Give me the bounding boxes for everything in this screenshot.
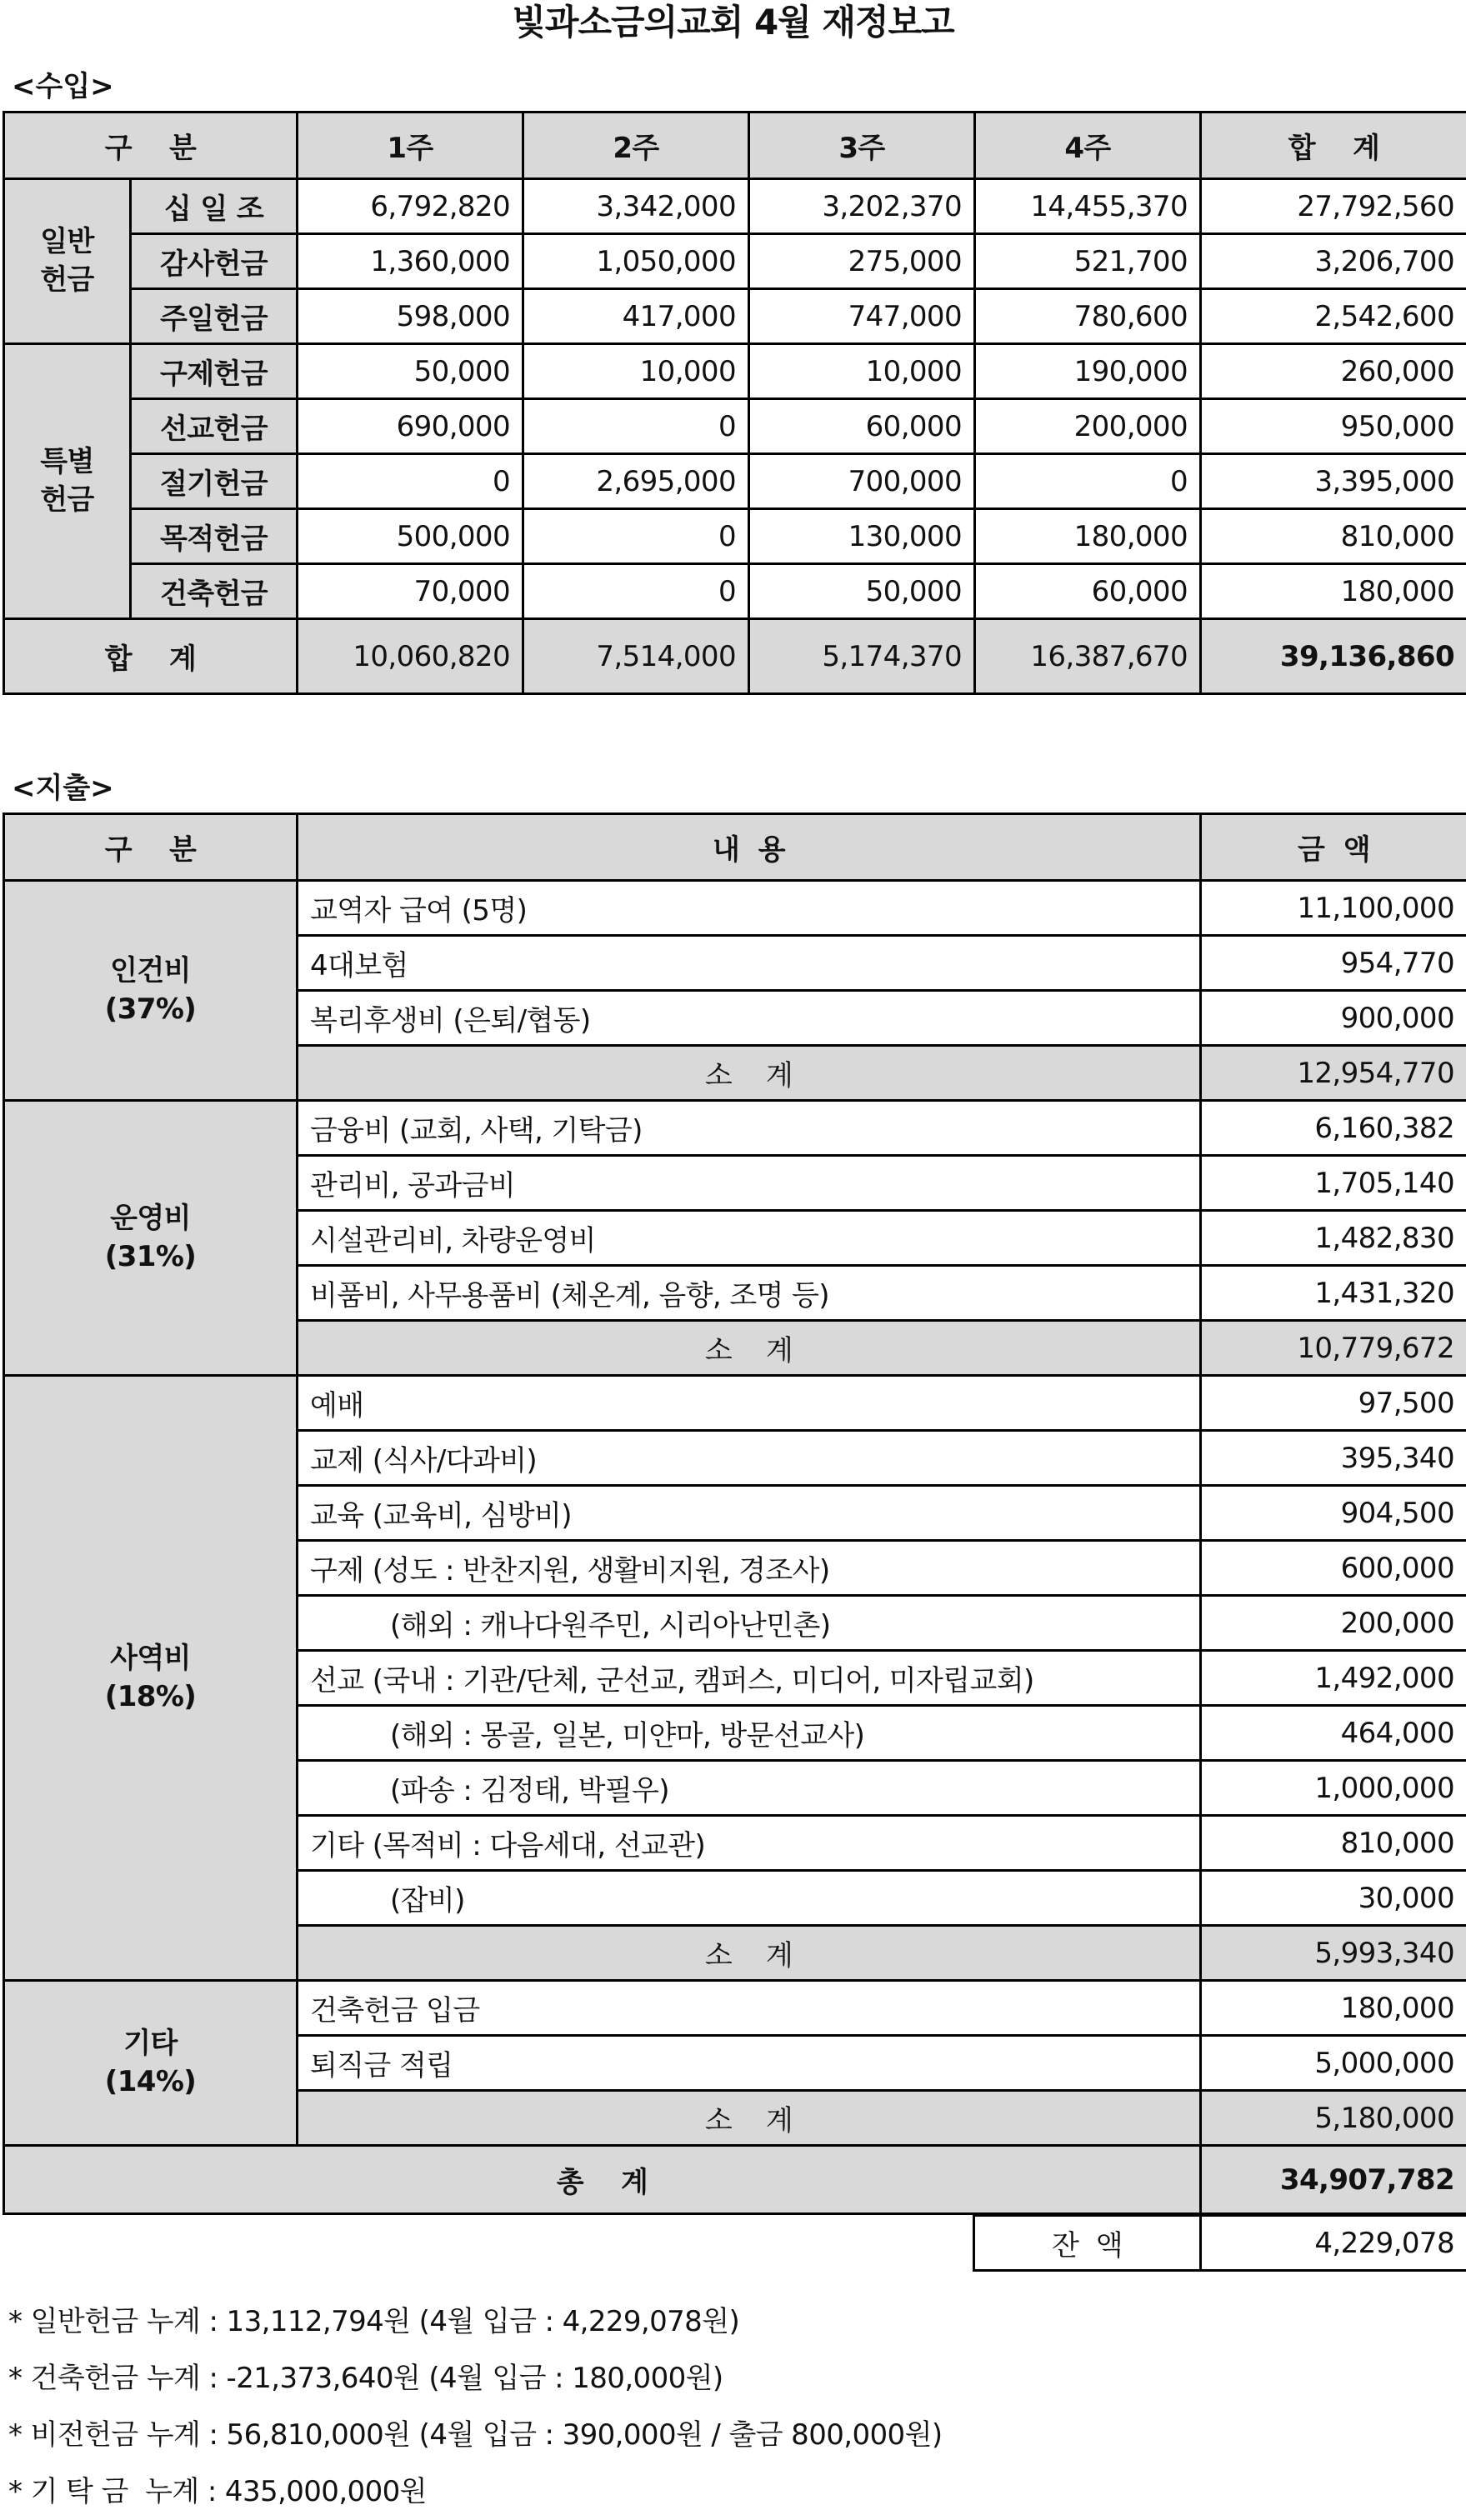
income-item-label: 목적헌금 xyxy=(131,509,298,564)
income-cell: 70,000 xyxy=(298,564,523,619)
income-cell: 275,000 xyxy=(749,234,975,289)
expense-amount: 1,431,320 xyxy=(1201,1266,1466,1321)
income-cell: 2,695,000 xyxy=(523,454,749,509)
income-cell: 0 xyxy=(975,454,1201,509)
expense-header-content: 내 용 xyxy=(298,814,1201,881)
page-title: 빛과소금의교회 4월 재정보고 xyxy=(0,0,1466,50)
expense-desc: 비품비, 사무용품비 (체온계, 음향, 조명 등) xyxy=(298,1266,1201,1321)
note-line: * 기 탁 금 누계 : 435,000,000원 xyxy=(8,2463,943,2520)
income-header-category: 구 분 xyxy=(4,112,298,179)
income-cell: 780,600 xyxy=(975,289,1201,344)
note-line: * 비전헌금 누계 : 56,810,000원 (4월 입금 : 390,000원 / 출금 800,000원) xyxy=(8,2407,943,2463)
expense-section-label: <지출> xyxy=(12,765,114,806)
expense-desc: 교역자 급여 (5명) xyxy=(298,881,1201,936)
expense-amount: 5,000,000 xyxy=(1201,2036,1466,2091)
income-total-label: 합 계 xyxy=(4,619,298,694)
group-percent: (37%) xyxy=(17,991,284,1029)
expense-desc: 시설관리비, 차량운영비 xyxy=(298,1211,1201,1266)
income-cell: 0 xyxy=(298,454,523,509)
grand-total-amount: 34,907,782 xyxy=(1201,2146,1466,2214)
expense-amount: 1,482,830 xyxy=(1201,1211,1466,1266)
expense-desc: 기타 (목적비 : 다음세대, 선교관) xyxy=(298,1816,1201,1871)
income-header-total: 합 계 xyxy=(1201,112,1466,179)
income-cell: 10,000 xyxy=(523,344,749,399)
expense-amount: 1,492,000 xyxy=(1201,1651,1466,1706)
expense-table xyxy=(3,812,1466,2215)
income-row-total: 260,000 xyxy=(1201,344,1466,399)
expense-desc: (해외 : 캐나다원주민, 시리아난민촌) xyxy=(298,1596,1201,1651)
income-header-week2: 2주 xyxy=(523,112,749,179)
income-header-week4: 4주 xyxy=(975,112,1201,179)
expense-desc: (파송 : 김정태, 박필우) xyxy=(298,1761,1201,1816)
balance-amount: 4,229,078 xyxy=(1201,2216,1466,2271)
expense-desc: 건축헌금 입금 xyxy=(298,1981,1201,2036)
income-cell: 0 xyxy=(523,399,749,454)
income-item-label: 구제헌금 xyxy=(131,344,298,399)
table-row xyxy=(4,564,1466,619)
expense-desc: 선교 (국내 : 기관/단체, 군선교, 캠퍼스, 미디어, 미자립교회) xyxy=(298,1651,1201,1706)
income-cell: 598,000 xyxy=(298,289,523,344)
expense-desc: 퇴직금 적립 xyxy=(298,2036,1201,2091)
income-group-special xyxy=(4,344,131,619)
table-row xyxy=(4,344,1466,399)
expense-amount: 395,340 xyxy=(1201,1431,1466,1486)
income-cell: 180,000 xyxy=(975,509,1201,564)
income-item-label: 건축헌금 xyxy=(131,564,298,619)
expense-desc: (해외 : 몽골, 일본, 미얀마, 방문선교사) xyxy=(298,1706,1201,1761)
expense-desc: 복리후생비 (은퇴/협동) xyxy=(298,991,1201,1046)
group-percent: (31%) xyxy=(17,1238,284,1277)
income-header-row xyxy=(4,112,1466,179)
income-row-total: 180,000 xyxy=(1201,564,1466,619)
income-cell: 10,000 xyxy=(749,344,975,399)
income-header-week1: 1주 xyxy=(298,112,523,179)
group-name: 인건비 xyxy=(17,952,284,991)
income-cell: 747,000 xyxy=(749,289,975,344)
expense-amount: 30,000 xyxy=(1201,1871,1466,1926)
income-item-label: 절기헌금 xyxy=(131,454,298,509)
income-cell: 3,202,370 xyxy=(749,179,975,234)
expense-amount: 6,160,382 xyxy=(1201,1101,1466,1156)
balance-label: 잔 액 xyxy=(974,2216,1201,2271)
income-cell: 0 xyxy=(523,509,749,564)
table-row xyxy=(4,454,1466,509)
expense-amount: 464,000 xyxy=(1201,1706,1466,1761)
income-section-label: <수입> xyxy=(12,63,114,104)
table-row xyxy=(4,881,1466,936)
expense-amount: 904,500 xyxy=(1201,1486,1466,1541)
income-table xyxy=(3,111,1466,695)
income-cell: 60,000 xyxy=(975,564,1201,619)
income-total-cell: 10,060,820 xyxy=(298,619,523,694)
income-cell: 0 xyxy=(523,564,749,619)
expense-amount: 180,000 xyxy=(1201,1981,1466,2036)
subtotal-label: 소 계 xyxy=(298,2091,1201,2146)
subtotal-amount: 12,954,770 xyxy=(1201,1046,1466,1101)
table-row xyxy=(4,1981,1466,2036)
table-row xyxy=(4,179,1466,234)
expense-header-row xyxy=(4,814,1466,881)
table-row xyxy=(4,1101,1466,1156)
subtotal-label: 소 계 xyxy=(298,1321,1201,1376)
income-total-row xyxy=(4,619,1466,694)
balance-table xyxy=(973,2214,1466,2272)
income-item-label: 주일헌금 xyxy=(131,289,298,344)
expense-amount: 1,000,000 xyxy=(1201,1761,1466,1816)
income-cell: 1,050,000 xyxy=(523,234,749,289)
expense-desc: 예배 xyxy=(298,1376,1201,1431)
income-cell: 3,342,000 xyxy=(523,179,749,234)
group-name-line: 헌금 xyxy=(17,482,118,520)
income-cell: 417,000 xyxy=(523,289,749,344)
income-cell: 50,000 xyxy=(298,344,523,399)
income-item-label: 감사헌금 xyxy=(131,234,298,289)
expense-grand-total-row xyxy=(4,2146,1466,2214)
income-cell: 1,360,000 xyxy=(298,234,523,289)
income-cell: 6,792,820 xyxy=(298,179,523,234)
income-cell: 521,700 xyxy=(975,234,1201,289)
expense-group-operations xyxy=(4,1101,298,1376)
income-cell: 130,000 xyxy=(749,509,975,564)
expense-amount: 200,000 xyxy=(1201,1596,1466,1651)
income-row-total: 950,000 xyxy=(1201,399,1466,454)
expense-amount: 1,705,140 xyxy=(1201,1156,1466,1211)
subtotal-amount: 5,993,340 xyxy=(1201,1926,1466,1981)
group-percent: (18%) xyxy=(17,1678,284,1717)
expense-desc: 구제 (성도 : 반찬지원, 생활비지원, 경조사) xyxy=(298,1541,1201,1596)
income-cell: 190,000 xyxy=(975,344,1201,399)
subtotal-amount: 5,180,000 xyxy=(1201,2091,1466,2146)
income-grand-total: 39,136,860 xyxy=(1201,619,1466,694)
balance-row xyxy=(974,2216,1466,2271)
income-total-cell: 5,174,370 xyxy=(749,619,975,694)
grand-total-label: 총 계 xyxy=(4,2146,1201,2214)
group-name-line: 특별 xyxy=(17,443,118,482)
expense-desc: 금융비 (교회, 사택, 기탁금) xyxy=(298,1101,1201,1156)
income-total-cell: 16,387,670 xyxy=(975,619,1201,694)
income-item-label: 선교헌금 xyxy=(131,399,298,454)
income-cell: 60,000 xyxy=(749,399,975,454)
income-row-total: 2,542,600 xyxy=(1201,289,1466,344)
expense-amount: 97,500 xyxy=(1201,1376,1466,1431)
expense-amount: 11,100,000 xyxy=(1201,881,1466,936)
expense-desc: 교육 (교육비, 심방비) xyxy=(298,1486,1201,1541)
income-cell: 14,455,370 xyxy=(975,179,1201,234)
group-name: 기타 xyxy=(17,2025,284,2063)
expense-amount: 810,000 xyxy=(1201,1816,1466,1871)
table-row xyxy=(4,234,1466,289)
income-header-week3: 3주 xyxy=(749,112,975,179)
notes xyxy=(8,2293,943,2520)
table-row xyxy=(4,399,1466,454)
income-row-total: 27,792,560 xyxy=(1201,179,1466,234)
note-line: * 건축헌금 누계 : -21,373,640원 (4월 입금 : 180,000원) xyxy=(8,2350,943,2407)
subtotal-label: 소 계 xyxy=(298,1926,1201,1981)
expense-group-personnel xyxy=(4,881,298,1101)
group-name-line: 헌금 xyxy=(17,262,118,300)
expense-desc: 교제 (식사/다과비) xyxy=(298,1431,1201,1486)
subtotal-label: 소 계 xyxy=(298,1046,1201,1101)
group-name: 운영비 xyxy=(17,1200,284,1238)
income-group-general xyxy=(4,179,131,344)
income-cell: 50,000 xyxy=(749,564,975,619)
expense-group-ministry xyxy=(4,1376,298,1981)
expense-desc: 4대보험 xyxy=(298,936,1201,991)
group-name: 사역비 xyxy=(17,1640,284,1678)
income-item-label: 십 일 조 xyxy=(131,179,298,234)
table-row xyxy=(4,1376,1466,1431)
expense-header-category: 구 분 xyxy=(4,814,298,881)
table-row xyxy=(4,289,1466,344)
income-cell: 500,000 xyxy=(298,509,523,564)
income-cell: 700,000 xyxy=(749,454,975,509)
expense-amount: 900,000 xyxy=(1201,991,1466,1046)
note-line: * 일반헌금 누계 : 13,112,794원 (4월 입금 : 4,229,078원) xyxy=(8,2293,943,2350)
income-row-total: 810,000 xyxy=(1201,509,1466,564)
expense-desc: 관리비, 공과금비 xyxy=(298,1156,1201,1211)
income-cell: 690,000 xyxy=(298,399,523,454)
expense-amount: 954,770 xyxy=(1201,936,1466,991)
expense-amount: 600,000 xyxy=(1201,1541,1466,1596)
income-cell: 200,000 xyxy=(975,399,1201,454)
expense-group-other xyxy=(4,1981,298,2146)
group-name-line: 일반 xyxy=(17,223,118,262)
income-total-cell: 7,514,000 xyxy=(523,619,749,694)
income-row-total: 3,395,000 xyxy=(1201,454,1466,509)
table-row xyxy=(4,509,1466,564)
group-percent: (14%) xyxy=(17,2063,284,2102)
expense-desc: (잡비) xyxy=(298,1871,1201,1926)
income-row-total: 3,206,700 xyxy=(1201,234,1466,289)
expense-header-amount: 금 액 xyxy=(1201,814,1466,881)
subtotal-amount: 10,779,672 xyxy=(1201,1321,1466,1376)
